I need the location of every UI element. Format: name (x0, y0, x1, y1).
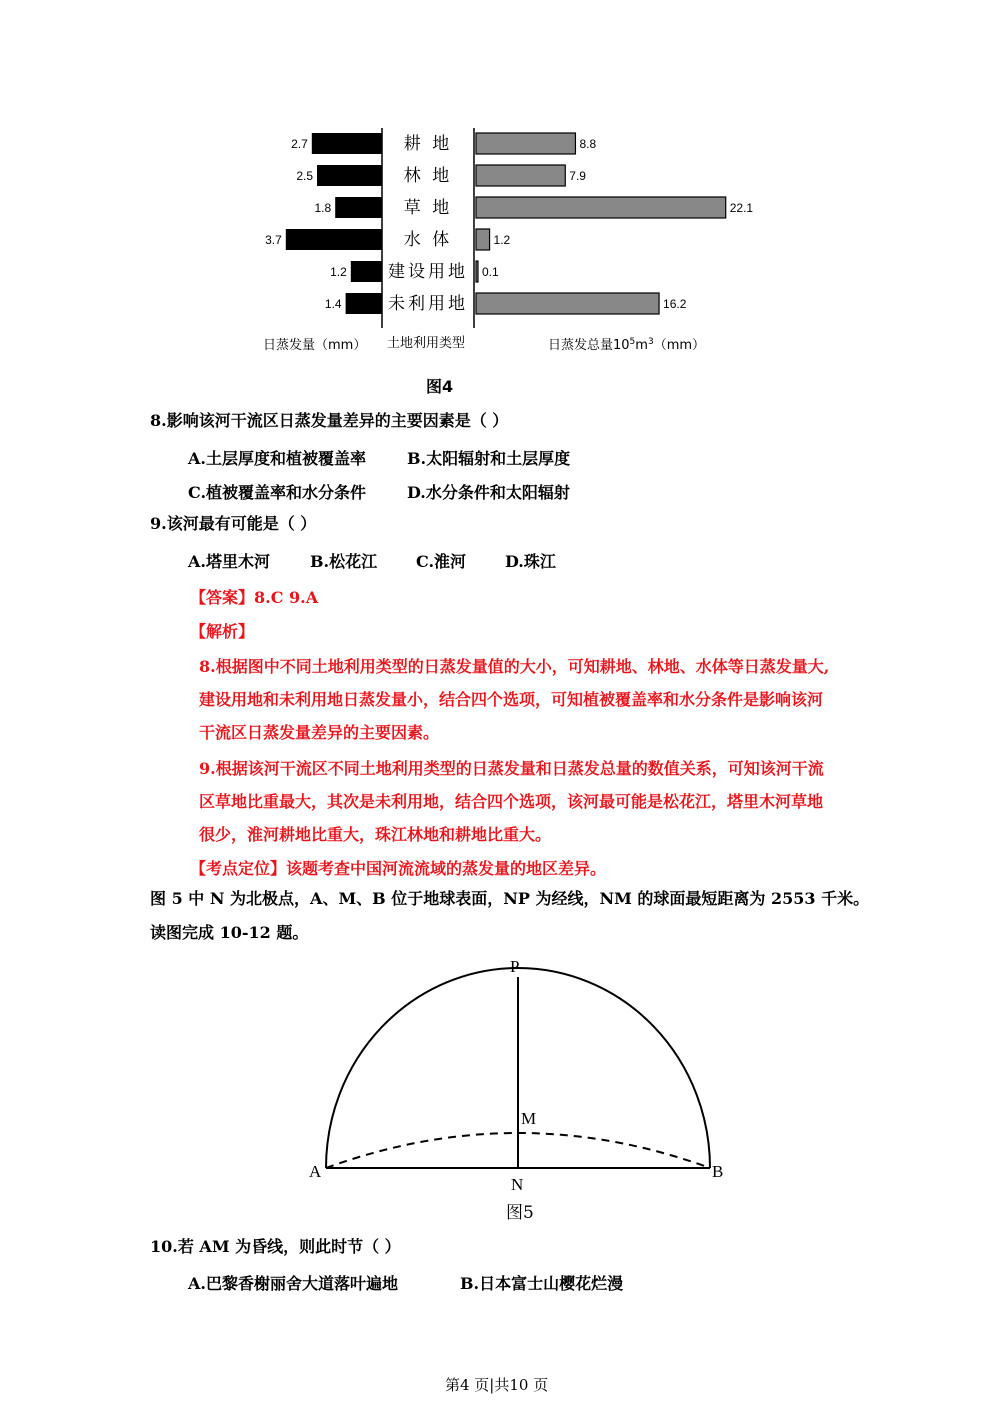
left-axis-label: 日蒸发量（mm） (263, 338, 367, 353)
right-bar-value-2: 22.1 (729, 201, 754, 215)
q10-option-b: B.日本富士山樱花烂漫 (460, 1274, 624, 1293)
intro-line-1: 图 5 中 N 为北极点，A、M、B 位于地球表面，NP 为经线，NM 的球面最短距离为 2553 千米。 (150, 889, 870, 908)
category-axis-label: 土地利用类型 (387, 336, 466, 351)
left-bar-4 (351, 261, 382, 282)
left-bar-value-2: 1.8 (314, 201, 332, 215)
right-bar-value-1: 7.9 (569, 169, 586, 183)
left-bar-2 (335, 197, 382, 218)
right-bar-value-4: 0.1 (482, 265, 499, 279)
label-p: P (510, 957, 520, 976)
analysis-8-line-2: 建设用地和未利用地日蒸发量小，结合四个选项，可知植被覆盖率和水分条件是影响该河 (199, 690, 824, 709)
left-bar-value-0: 2.7 (291, 137, 308, 151)
kaodian-line (190, 856, 606, 879)
left-bar-value-3: 3.7 (265, 233, 282, 247)
q8-option-a: A.土层厚度和植被覆盖率 (188, 449, 366, 468)
q9-option-d: D.珠江 (505, 552, 556, 571)
question-9-stem: 9.该河最有可能是（ ） (150, 514, 317, 533)
left-bar-value-4: 1.2 (330, 265, 347, 279)
q9-option-b: B.松花江 (310, 552, 378, 571)
analysis-8-line-3: 干流区日蒸发量差异的主要因素。 (199, 723, 440, 742)
left-bar-1 (317, 165, 382, 186)
question-10-stem: 10.若 AM 为昏线，则此时节（ ） (150, 1237, 401, 1256)
right-bar-3 (476, 229, 490, 250)
q8-option-d: D.水分条件和太阳辐射 (407, 483, 570, 502)
right-bar-5 (476, 293, 659, 314)
analysis-9-line-3: 很少，淮河耕地比重大，珠江林地和耕地比重大。 (199, 825, 552, 844)
left-bar-3 (286, 229, 382, 250)
left-bar-value-1: 2.5 (296, 169, 313, 183)
left-bar-0 (312, 133, 382, 154)
analysis-9-line-2: 区草地比重最大，其次是未利用地，结合四个选项，该河最可能是松花江，塔里木河草地 (199, 792, 824, 811)
analysis-9-line-1: 9.根据该河干流区不同土地利用类型的日蒸发量和日蒸发总量的数值关系，可知该河干流 (199, 759, 824, 778)
kaodian-label: 【考点定位】 (190, 859, 287, 878)
label-n: N (511, 1175, 524, 1194)
left-bar-value-5: 1.4 (324, 297, 342, 311)
right-bar-4 (476, 261, 478, 282)
label-a: A (309, 1162, 322, 1181)
category-label-5: 未利用地 (388, 294, 468, 314)
label-b: B (712, 1162, 724, 1181)
intro-line-2: 读图完成 10-12 题。 (150, 923, 309, 942)
label-m: M (521, 1109, 537, 1128)
analysis-label: 【解析】 (190, 622, 255, 641)
question-8-stem: 8.影响该河干流区日蒸发量差异的主要因素是（ ） (150, 411, 509, 430)
analysis-8-line-1: 8.根据图中不同土地利用类型的日蒸发量值的大小，可知耕地、林地、水体等日蒸发量大, (199, 657, 830, 676)
q9-option-a: A.塔里木河 (188, 552, 270, 571)
right-axis-label: 日蒸发总量$10^5m^3(mm)$ (548, 337, 706, 353)
figure-4-caption: 图4 (426, 377, 454, 396)
right-bar-1 (476, 165, 565, 186)
right-bar-0 (476, 133, 575, 154)
right-bar-value-3: 1.2 (493, 233, 511, 247)
q8-option-b: B.太阳辐射和土层厚度 (407, 449, 571, 468)
evaporation-chart (250, 118, 770, 363)
category-label-0: 耕 地 (403, 134, 453, 154)
q9-option-c: C.淮河 (416, 552, 467, 571)
right-bar-2 (476, 197, 726, 218)
category-label-2: 草 地 (403, 198, 453, 218)
figure-5-caption: 图5 (506, 1203, 534, 1223)
kaodian-text: 该题考查中国河流流域的蒸发量的地区差异。 (286, 859, 607, 878)
category-label-3: 水 体 (403, 230, 453, 250)
page-footer: 第4 页|共10 页 (445, 1376, 549, 1394)
right-bar-value-5: 16.2 (663, 297, 687, 311)
answer-label: 【答案】8.C 9.A (190, 588, 319, 607)
q10-option-a: A.巴黎香榭丽舍大道落叶遍地 (188, 1274, 398, 1293)
right-bar-value-0: 8.8 (579, 137, 597, 151)
hemisphere-diagram (300, 950, 740, 1200)
left-bar-5 (346, 293, 382, 314)
q8-option-c: C.植被覆盖率和水分条件 (188, 483, 367, 502)
category-label-4: 建设用地 (388, 262, 468, 282)
category-label-1: 林 地 (403, 166, 453, 186)
